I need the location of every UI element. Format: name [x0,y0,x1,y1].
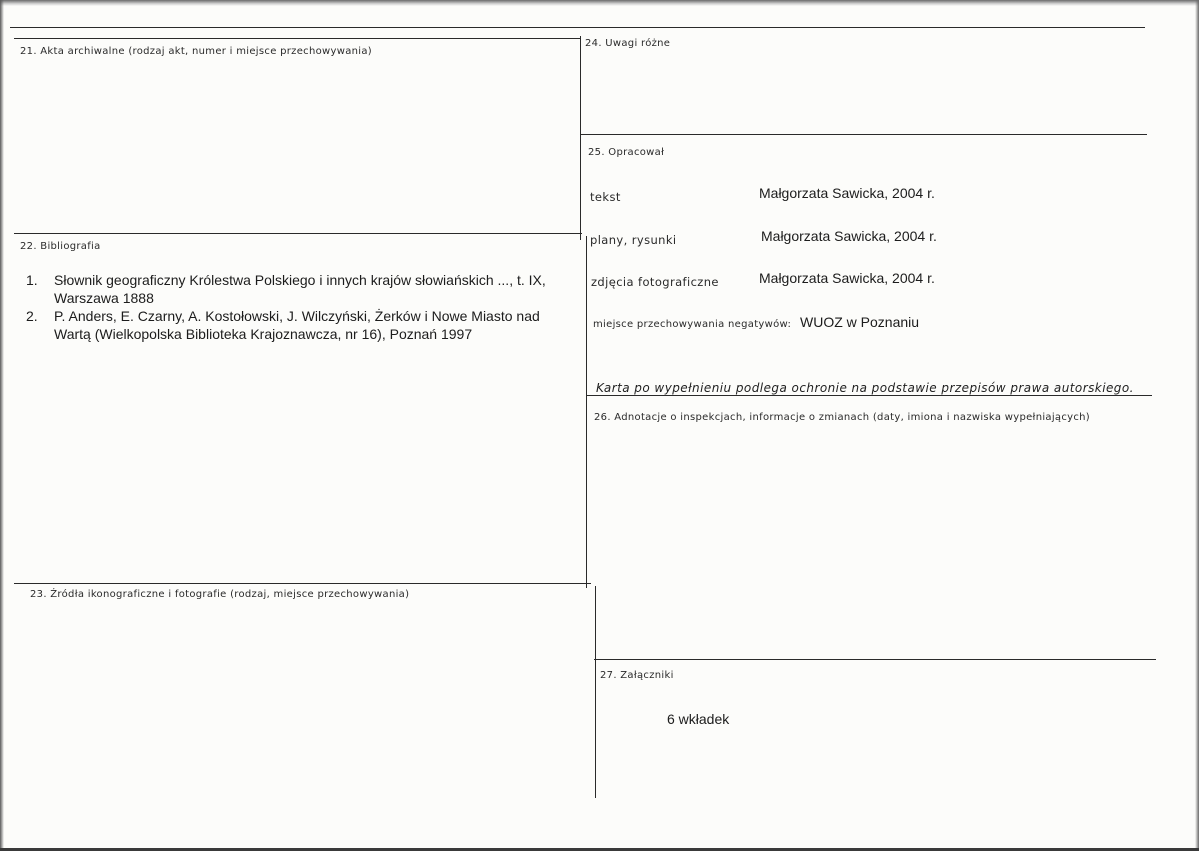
bibliography-item-text: Słownik geograficzny Królestwa Polskiego i innych krajów słowiańskich ..., t. IX, Warszawa 1888 [54,272,546,306]
bibliography-item-text: P. Anders, E. Czarny, A. Kostołowski, J. Wilczyński, Żerków i Nowe Miasto nad Wartą (Wielkopolska Biblioteka Krajoznawcza, nr 16), Poznań 1997 [54,308,540,342]
rule-27-top [594,659,1156,660]
bibliography-item [26,271,566,307]
scan-edge-left [0,0,4,851]
rule-26-top [587,395,1152,396]
section-23-label: 23. Źródła ikonograficzne i fotografie (rodzaj, miejsce przechowywania) [30,589,410,600]
section-21-label: 21. Akta archiwalne (rodzaj akt, numer i miejsce przechowywania) [20,46,372,57]
plany-label: plany, rysunki [590,233,677,247]
tekst-label: tekst [590,190,621,204]
rule-21-top [14,38,580,39]
attachments-value: 6 wkładek [667,711,730,727]
column-divider-upper [580,36,581,240]
bibliography-item [26,307,566,343]
copyright-notice: Karta po wypełnieniu podlega ochronie na podstawie przepisów prawa autorskiego. [596,381,1134,395]
negatywy-label: miejsce przechowywania negatywów: [593,319,792,330]
bibliography-list [26,271,566,343]
scan-edge-top [0,0,1199,6]
section-27-label: 27. Załączniki [600,670,674,681]
scan-edge-right [1195,0,1199,851]
section-26-label: 26. Adnotacje o inspekcjach, informacje o zmianach (daty, imiona i nazwiska wypełniających) [594,412,1090,423]
rule-23-top [14,583,591,584]
bibliography-item-number: 2. [26,308,38,324]
tekst-value: Małgorzata Sawicka, 2004 r. [759,185,935,201]
rule-25-top [580,134,1147,135]
zdjecia-value: Małgorzata Sawicka, 2004 r. [759,270,935,286]
section-25-label: 25. Opracował [588,147,665,158]
column-divider-bottom [595,586,596,798]
plany-value: Małgorzata Sawicka, 2004 r. [761,228,937,244]
section-24-label: 24. Uwagi różne [585,38,671,49]
zdjecia-label: zdjęcia fotograficzne [591,275,719,289]
bibliography-item-number: 1. [26,272,38,288]
negatywy-value: WUOZ w Poznaniu [800,314,920,330]
rule-22-top [14,233,582,234]
column-divider-lower [586,236,587,588]
top-rule [10,27,1145,28]
section-22-label: 22. Bibliografia [20,241,101,252]
